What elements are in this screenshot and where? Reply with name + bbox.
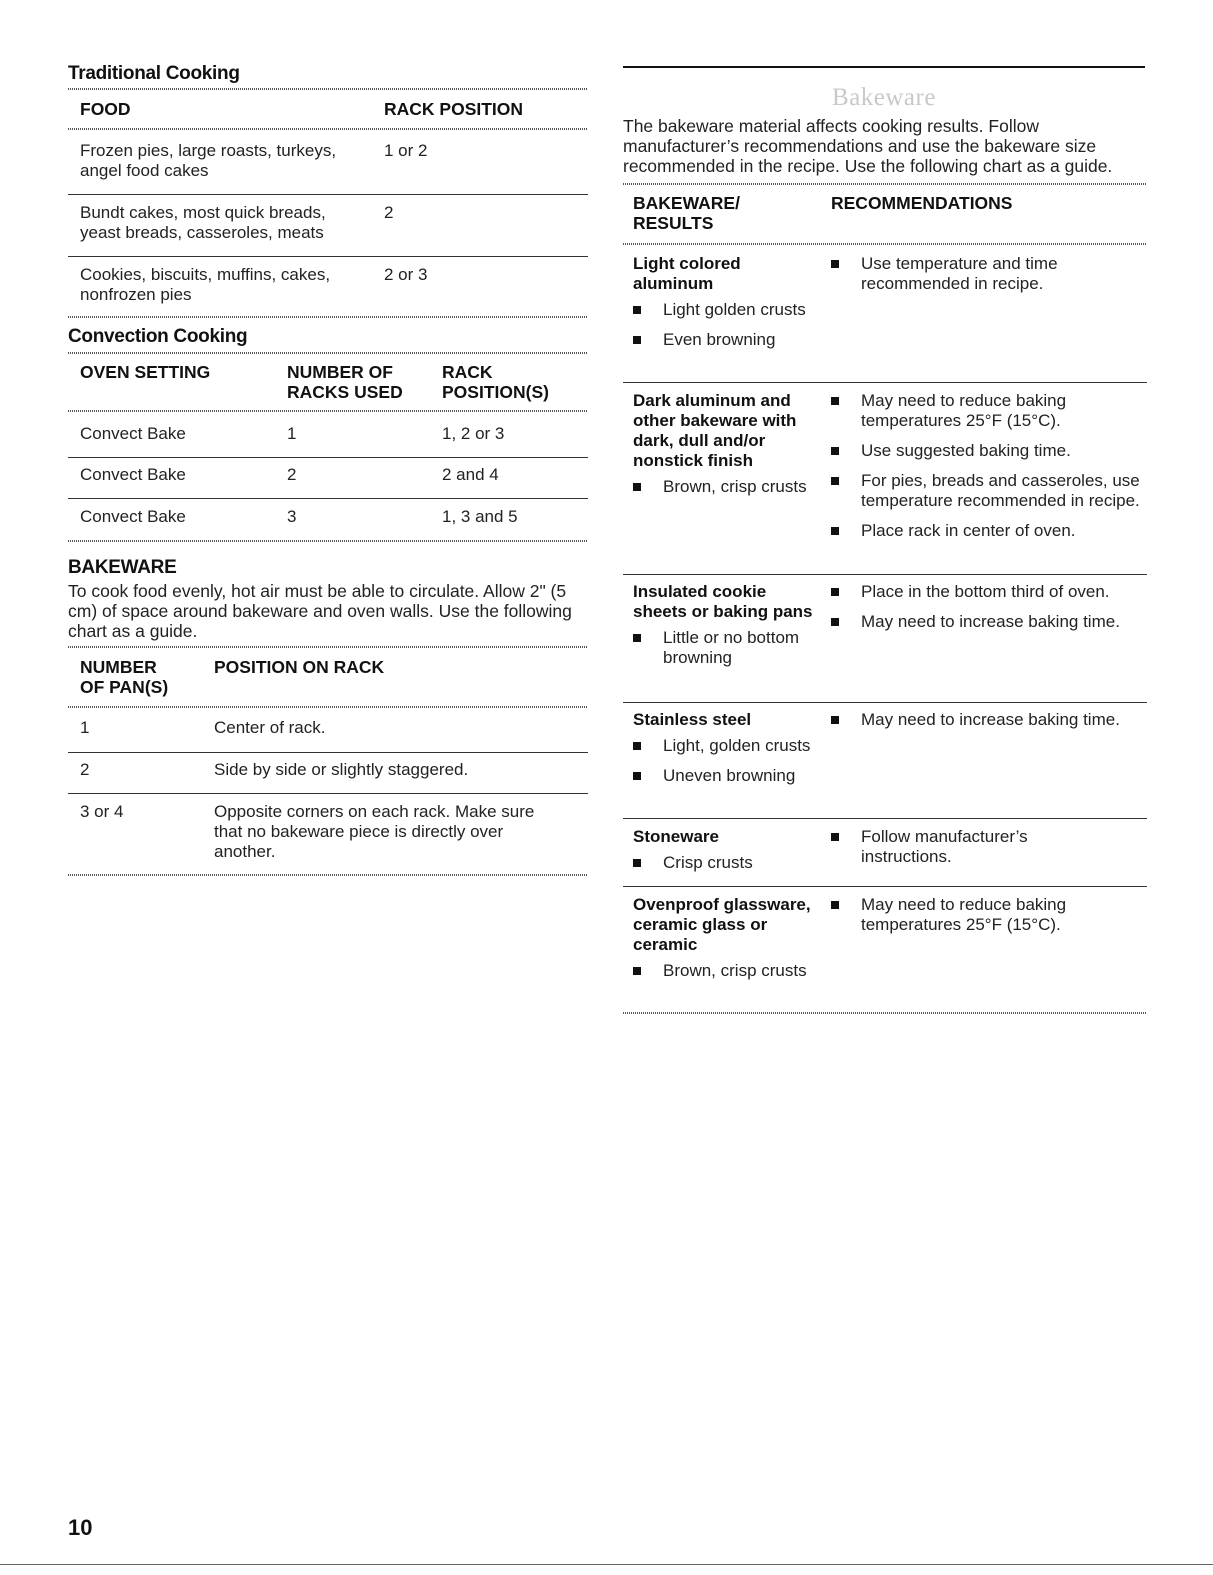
traditional-cooking-title: Traditional Cooking (68, 63, 240, 84)
bakeware-name: Dark aluminum and other bakeware with dark, dull and/or nonstick finish (633, 391, 797, 470)
table-row (633, 391, 818, 497)
recommendation-item: For pies, breads and casseroles, use temperature recommended in recipe. (831, 471, 1141, 511)
col-header-recommendations: RECOMMENDATIONS (831, 193, 1013, 213)
divider (68, 88, 588, 90)
table-cell-rack: 2 (384, 203, 394, 222)
table-row (633, 827, 813, 873)
table-row (633, 895, 818, 981)
recommendations-cell (831, 827, 1071, 867)
table-cell-food: Frozen pies, large roasts, turkeys, angel food cakes (80, 141, 337, 180)
row-divider (623, 574, 1147, 575)
table-cell-racks: 1 (287, 424, 297, 443)
divider (623, 243, 1147, 245)
table-row (633, 254, 813, 350)
result-item: Light golden crusts (633, 300, 813, 320)
divider (68, 128, 588, 130)
table-cell-food: Cookies, biscuits, muffins, cakes, nonfrozen pies (80, 265, 331, 304)
row-divider (68, 752, 588, 753)
table-row (633, 710, 813, 786)
recommendation-item: May need to reduce baking temperatures 25°F (15°C). (831, 895, 1091, 935)
col-header-oven-setting: OVEN SETTING (80, 362, 211, 382)
recommendation-item: May need to increase baking time. (831, 612, 1141, 632)
table-cell-position: Opposite corners on each rack. Make sure that no bakeware piece is directly over another. (214, 802, 535, 861)
bakeware-section-title: BAKEWARE (68, 557, 177, 578)
top-rule (623, 66, 1145, 68)
bakeware-name: Insulated cookie sheets or baking pans (633, 582, 813, 621)
divider (68, 352, 588, 354)
recommendation-item: May need to reduce baking temperatures 25°F (15°C). (831, 391, 1141, 431)
bakeware-title: Bakeware (832, 84, 936, 111)
table-cell-position: 2 and 4 (442, 465, 499, 484)
bakeware-intro: The bakeware material affects cooking results. Follow manufacturer’s recommendations and use the bakeware size recommended in the recipe. Use the following chart as a guide. (623, 116, 1113, 176)
table-row (633, 582, 813, 668)
result-item: Uneven browning (633, 766, 813, 786)
col-header-position-on-rack: POSITION ON RACK (214, 657, 385, 677)
recommendations-cell (831, 710, 1141, 730)
result-item: Brown, crisp crusts (633, 477, 818, 497)
col-header-rack-position: RACK POSITION (384, 99, 524, 119)
divider (68, 540, 588, 542)
row-divider (68, 457, 588, 458)
table-cell-racks: 3 (287, 507, 297, 526)
divider (68, 874, 588, 876)
table-cell-position: Center of rack. (214, 718, 326, 737)
result-item: Brown, crisp crusts (633, 961, 818, 981)
result-item: Light, golden crusts (633, 736, 813, 756)
result-item: Little or no bottom browning (633, 628, 813, 668)
row-divider (68, 498, 588, 499)
col-header-number-of-racks: NUMBER OF RACKS USED (287, 362, 403, 402)
table-cell-position: 1, 2 or 3 (442, 424, 505, 443)
row-divider (623, 886, 1147, 887)
recommendations-cell (831, 391, 1141, 541)
row-divider (68, 256, 588, 257)
table-cell-rack: 2 or 3 (384, 265, 428, 284)
table-cell-setting: Convect Bake (80, 507, 186, 526)
recommendations-cell (831, 254, 1141, 294)
table-cell-position: Side by side or slightly staggered. (214, 760, 469, 779)
table-cell-number: 3 or 4 (80, 802, 124, 821)
divider (623, 1012, 1147, 1014)
recommendation-item: Place rack in center of oven. (831, 521, 1141, 541)
row-divider (623, 818, 1147, 819)
table-cell-rack: 1 or 2 (384, 141, 428, 160)
divider (623, 183, 1147, 185)
divider (68, 316, 588, 318)
recommendation-item: Place in the bottom third of oven. (831, 582, 1141, 602)
table-cell-food: Bundt cakes, most quick breads, yeast breads, casseroles, meats (80, 203, 326, 242)
result-item: Crisp crusts (633, 853, 813, 873)
table-cell-number: 1 (80, 718, 90, 737)
table-cell-number: 2 (80, 760, 90, 779)
bakeware-intro: To cook food evenly, hot air must be able to circulate. Allow 2" (5 cm) of space around bakeware and oven walls. Use the following chart as a guide. (68, 581, 572, 641)
recommendation-item: May need to increase baking time. (831, 710, 1141, 730)
divider (68, 646, 588, 648)
recommendations-cell (831, 582, 1141, 632)
bakeware-name: Ovenproof glassware, ceramic glass or ceramic (633, 895, 811, 954)
row-divider (623, 702, 1147, 703)
convection-cooking-title: Convection Cooking (68, 326, 248, 347)
result-item: Even browning (633, 330, 813, 350)
recommendation-item: Follow manufacturer’s instructions. (831, 827, 1071, 867)
col-header-number-of-pans: NUMBER OF PAN(S) (80, 657, 169, 697)
divider (68, 410, 588, 412)
row-divider (68, 793, 588, 794)
table-cell-setting: Convect Bake (80, 465, 186, 484)
bakeware-name: Light colored aluminum (633, 254, 741, 293)
recommendation-item: Use temperature and time recommended in recipe. (831, 254, 1141, 294)
bakeware-name: Stoneware (633, 827, 719, 846)
page-number: 10 (68, 1515, 93, 1540)
col-header-rack-positions: RACK POSITION(S) (442, 362, 549, 402)
table-cell-racks: 2 (287, 465, 297, 484)
col-header-food: FOOD (80, 99, 131, 119)
row-divider (68, 194, 588, 195)
page-bottom-edge (0, 1564, 1213, 1565)
row-divider (623, 382, 1147, 383)
divider (68, 706, 588, 708)
table-cell-position: 1, 3 and 5 (442, 507, 518, 526)
bakeware-name: Stainless steel (633, 710, 752, 729)
table-cell-setting: Convect Bake (80, 424, 186, 443)
col-header-bakeware-results: BAKEWARE/ RESULTS (633, 193, 740, 233)
recommendations-cell (831, 895, 1091, 935)
recommendation-item: Use suggested baking time. (831, 441, 1141, 461)
